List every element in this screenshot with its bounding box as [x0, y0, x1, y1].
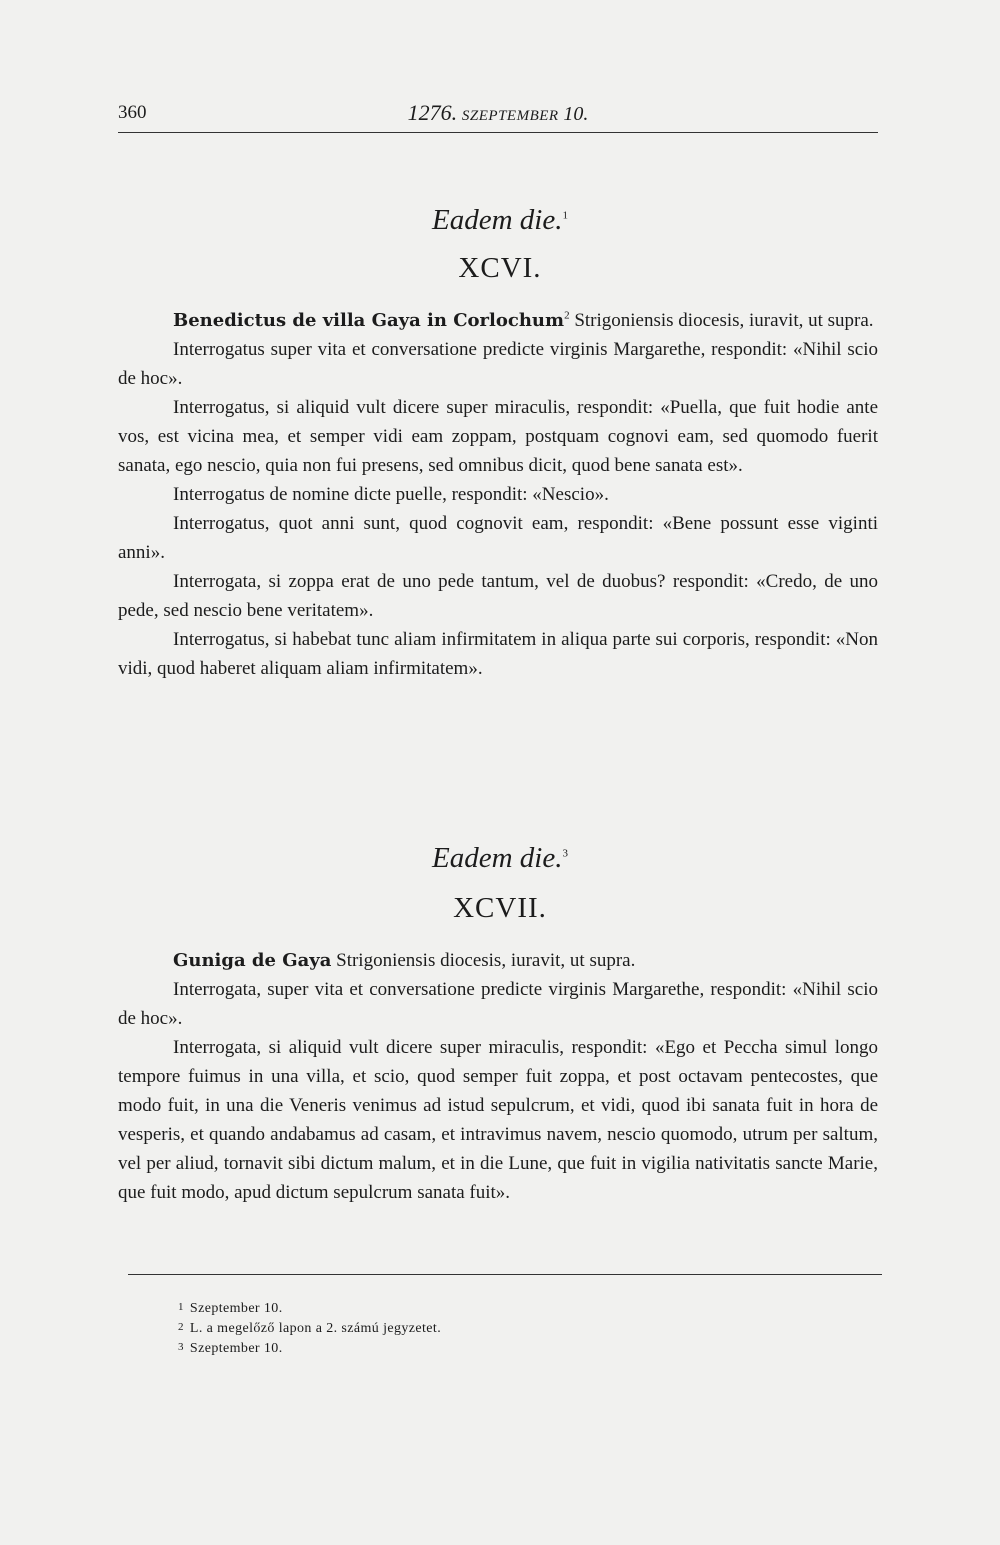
- entry-number: XCVII.: [453, 892, 547, 924]
- footnotes: [178, 1298, 441, 1358]
- entry-body: [118, 306, 878, 683]
- footnote-mark: 2: [178, 1321, 184, 1333]
- footnote-text: L. a megelőző lapon a 2. számú jegyzetet.: [189, 1321, 442, 1336]
- paragraph: Interrogatus de nomine dicte puelle, respondit: «Nescio».: [173, 484, 609, 505]
- running-title: [118, 100, 878, 126]
- paragraph: Interrogata, super vita et conversatione predicte virginis Margarethe, respondit: «Nihil scio de hoc».: [118, 979, 878, 1029]
- paragraph: Interrogata, si zoppa erat de uno pede tantum, vel de duobus? respondit: «Credo, de uno pede, sed nescio bene veritatem».: [118, 571, 878, 621]
- footnote: [178, 1338, 441, 1358]
- entry-date: Eadem die.$^3$: [432, 842, 568, 874]
- footnote-ref: 1: [562, 209, 568, 222]
- entry-date: Eadem die.$^1$: [432, 204, 568, 236]
- paragraph: Interrogatus, quot anni sunt, quod cognovit eam, respondit: «Bene possunt esse viginti anni».: [118, 513, 878, 563]
- header-month: SZEPTEMBER: [461, 108, 559, 124]
- footnote: [178, 1318, 441, 1338]
- paragraph: Interrogatus, si habebat tunc aliam infirmitatem in aliqua parte sui corporis, respondit: «Non vidi, quod haberet aliquam aliam infirmitatem».: [118, 629, 878, 679]
- running-header: [118, 98, 878, 133]
- entry-body: [118, 946, 878, 1207]
- footnote-ref: 3: [562, 847, 568, 860]
- witness-name: Benedictus de villa Gaya in Corlochum: [173, 310, 565, 331]
- paragraph: Interrogatus, si aliquid vult dicere super miraculis, respondit: «Puella, que fuit hodie ante vos, est vicina mea, et semper vidi eam zoppam, postquam cognovi eam, sed quomodo fuerit sanata, ego nescio, quia non fui presens, sed omnibus dicit, quod bene sanata est».: [118, 397, 878, 476]
- footnote-mark: 3: [178, 1341, 184, 1353]
- footnote-text: Szeptember 10.: [189, 1301, 283, 1316]
- footnote-divider: [128, 1274, 882, 1275]
- witness-name: Guniga de Gaya: [173, 950, 332, 971]
- footnote-mark: 1: [178, 1301, 184, 1313]
- paragraph: Benedictus de villa Gaya in Corlochum$^2$ Strigoniensis diocesis, iuravit, ut supra.: [173, 309, 874, 331]
- footnote-ref: 2: [564, 309, 570, 322]
- page-number: 360: [118, 102, 147, 123]
- paragraph: Interrogata, si aliquid vult dicere super miraculis, respondit: «Ego et Peccha simul longo tempore fuimus in una villa, et scio, quod semper fuit zoppa, et post octavam pentecostes, que modo fuit, in una die Veneris venimus ad istud sepulcrum, et vidi, quod ibi sanata fuit in hora de vesperis, et quando andabamus ad casam, et intravimus navem, nescio quomodo, utrum per saltum, vel per aliud, tornavit sibi dictum malum, et in die Lune, que fuit in vigilia nativitatis sancte Marie, que fuit modo, apud dictum sepulcrum sanata fuit».: [118, 1037, 878, 1203]
- paragraph: Interrogatus super vita et conversatione predicte virginis Margarethe, respondit: «Nihil scio de hoc».: [118, 339, 878, 389]
- header-day: 10.: [563, 103, 589, 125]
- entry-number: XCVI.: [458, 252, 542, 284]
- paragraph: Guniga de Gaya Strigoniensis diocesis, iuravit, ut supra.: [173, 950, 636, 971]
- footnote: [178, 1298, 441, 1318]
- footnote-text: Szeptember 10.: [189, 1341, 283, 1356]
- header-year: 1276.: [407, 100, 458, 125]
